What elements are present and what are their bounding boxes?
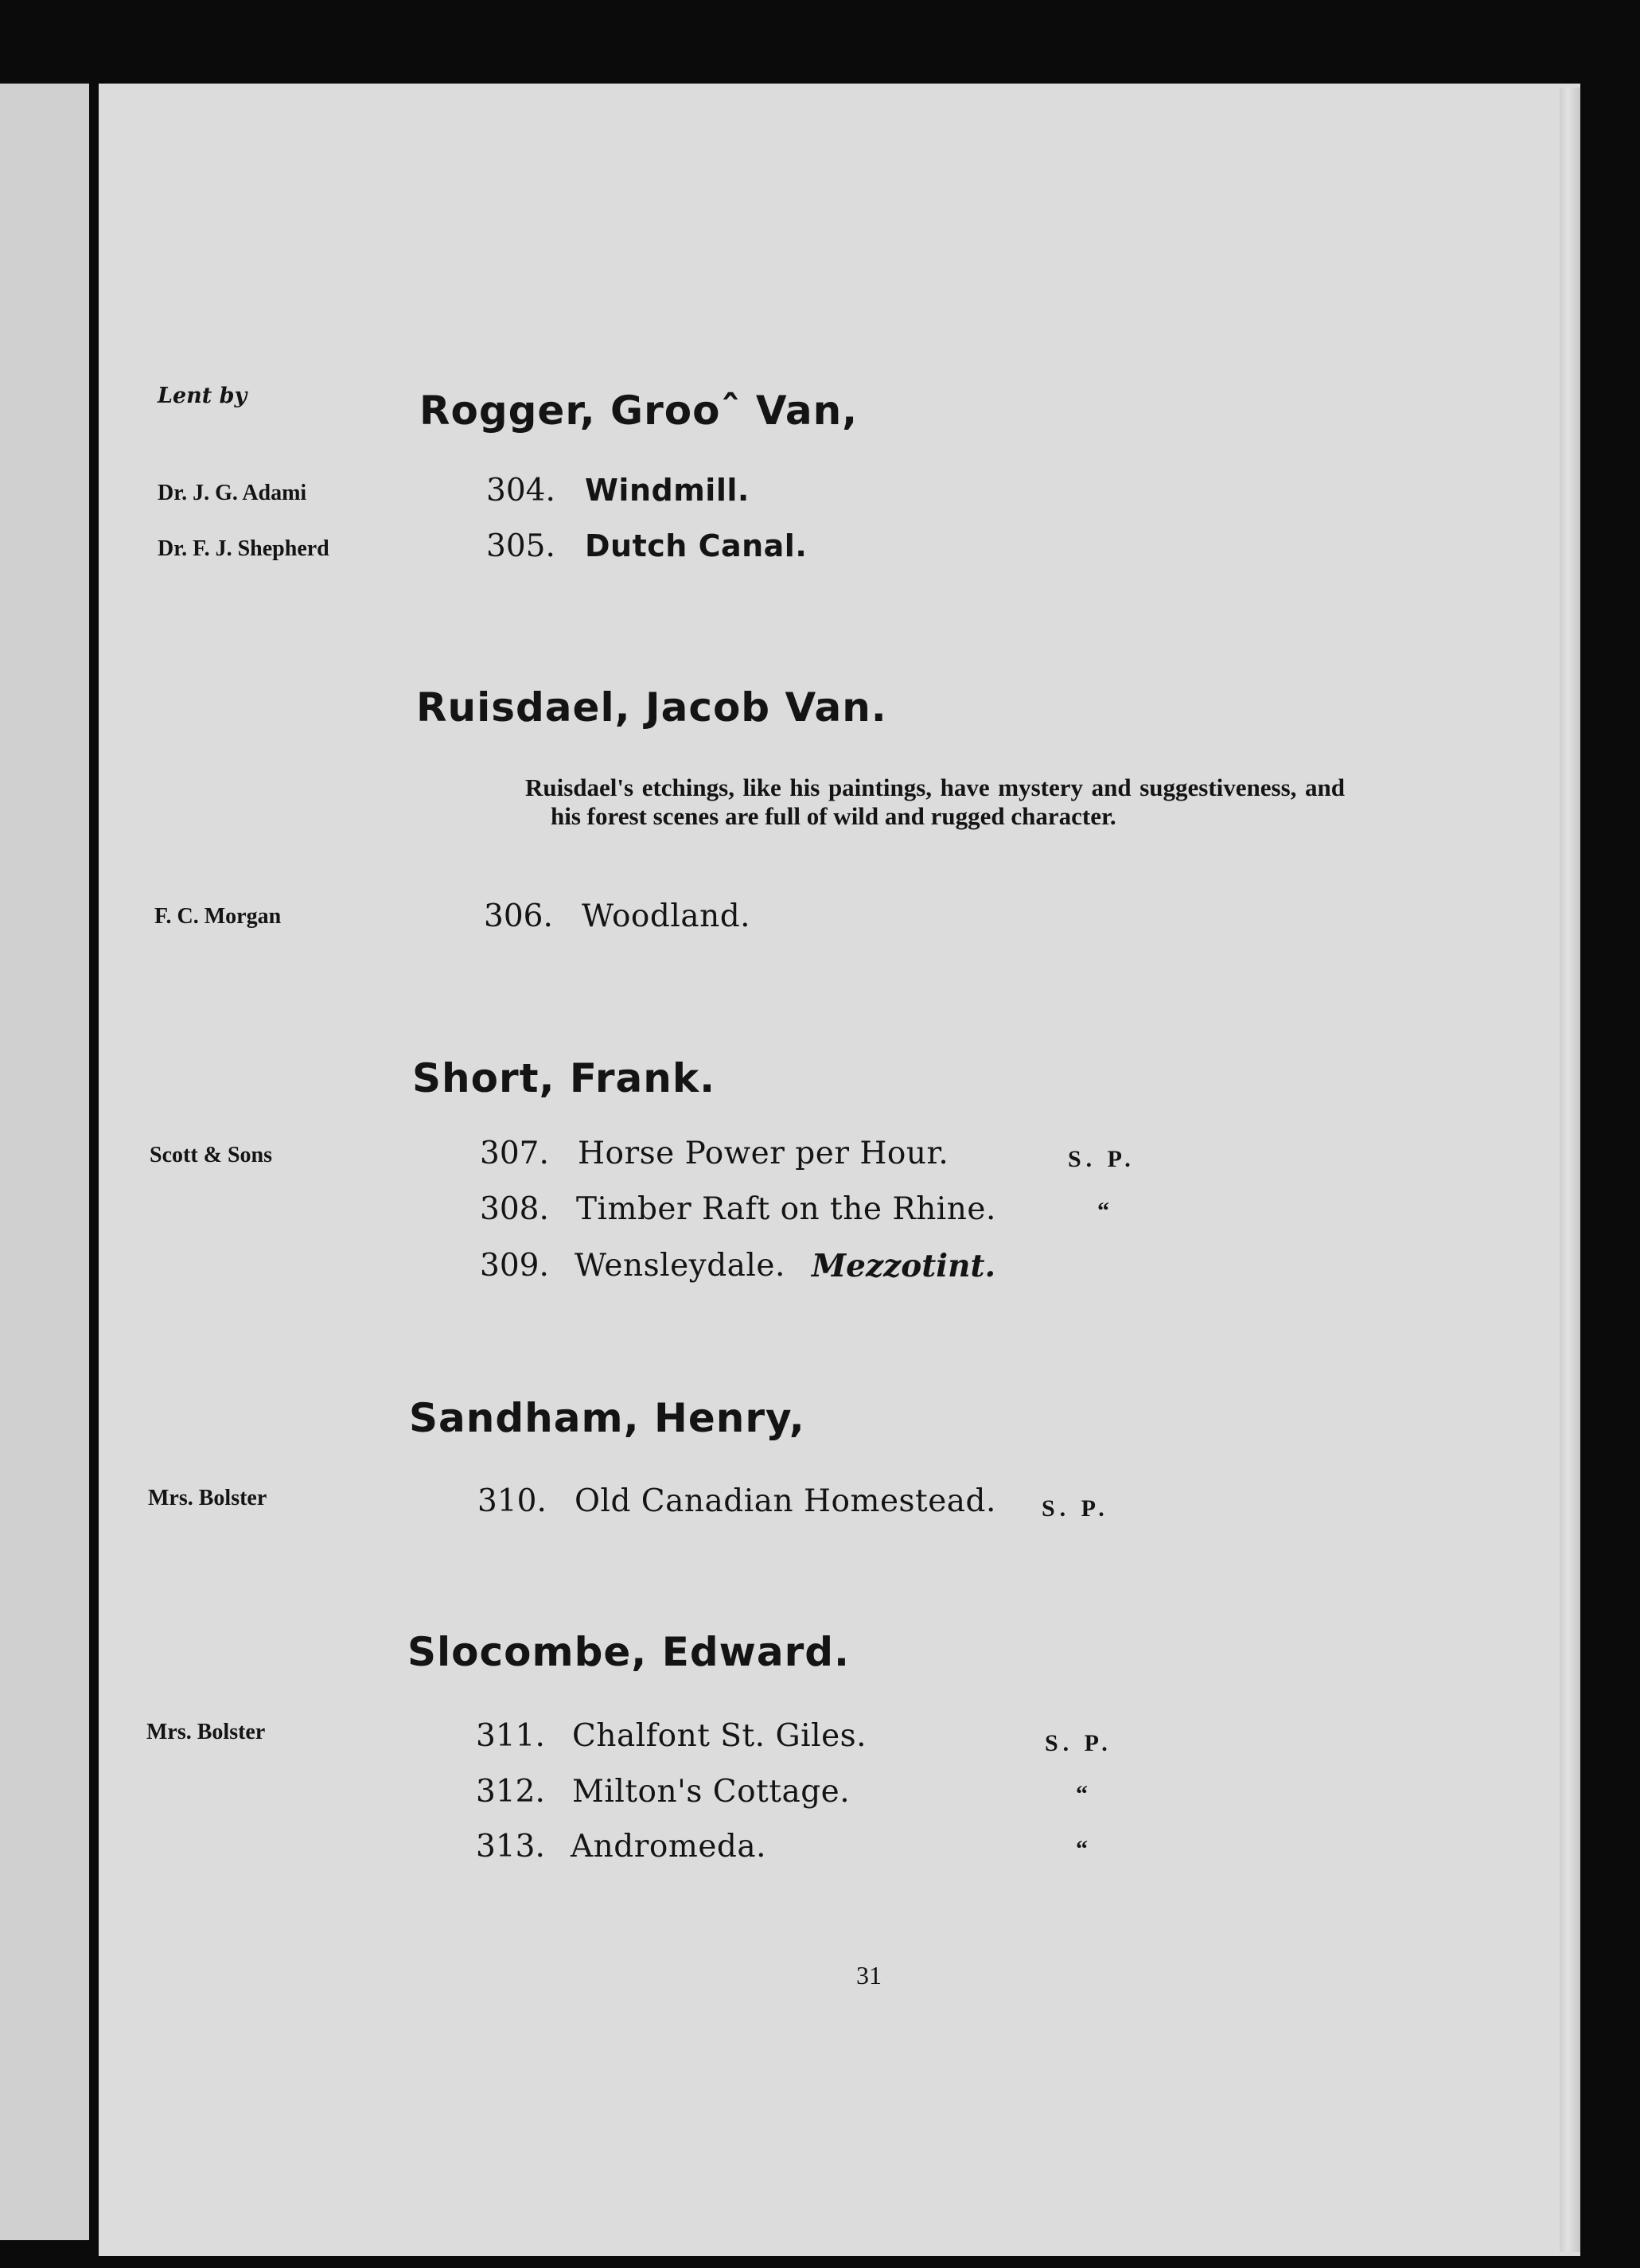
catalogue-number: 305. [486,528,555,564]
catalogue-number: 310. [477,1483,547,1519]
catalogue-number: 306. [484,898,553,934]
sale-mark: S. P. [1045,1730,1112,1756]
facing-page-edge [0,84,89,2240]
artist-heading-ruisdael: Ruisdael, Jacob Van. [416,684,887,731]
page-fore-edge [1560,88,1580,2252]
work-title: Milton's Cottage. [572,1774,851,1810]
sale-mark: S. P. [1042,1495,1109,1522]
work-title: Timber Raft on the Rhine. [576,1191,996,1227]
ditto-mark: “ [1076,1781,1093,1807]
lender-name: Scott & Sons [150,1143,273,1167]
artist-heading-slocombe: Slocombe, Edward. [407,1629,851,1675]
sale-mark: S. P. [1068,1146,1136,1172]
artist-note [525,774,1345,831]
catalogue-number: 312. [476,1774,545,1810]
page-number: 31 [856,1961,882,1989]
artist-heading-rogger: Rogger, Grooˆ Van, [419,388,859,434]
work-title: Andromeda. [571,1829,767,1865]
ditto-mark: “ [1097,1198,1114,1224]
work-title: Horse Power per Hour. [578,1136,949,1171]
lender-name: Dr. F. J. Shepherd [158,536,329,561]
catalogue-number: 304. [486,473,555,509]
work-title: Windmill. [585,473,750,508]
lender-name: Mrs. Bolster [146,1720,266,1744]
catalogue-number: 307. [480,1136,549,1171]
lender-name: F. C. Morgan [154,904,282,929]
artist-heading-short: Short, Frank. [412,1055,716,1101]
work-title: Old Canadian Homestead. [575,1483,996,1519]
catalogue-number: 308. [480,1191,549,1227]
catalogue-number: 309. [480,1248,549,1284]
work-title: Chalfont St. Giles. [572,1718,867,1754]
artist-note-text: Ruisdael's etchings, like his paintings, have mystery and suggestiveness, and his forest scenes are full of wild and rugged character. [525,774,1345,830]
work-title: Woodland. [582,898,751,934]
lender-name: Mrs. Bolster [148,1486,267,1510]
lender-name: Dr. J. G. Adami [158,481,307,505]
ditto-mark: “ [1076,1836,1093,1862]
work-title: Wensleydale. [575,1248,785,1284]
work-title: Dutch Canal. [585,528,808,563]
catalogue-number: 311. [476,1718,545,1754]
lent-by-label: Lent by [158,384,247,408]
medium-label: Mezzotint. [812,1248,996,1284]
artist-heading-sandham: Sandham, Henry, [409,1395,805,1441]
catalogue-number: 313. [476,1829,545,1865]
